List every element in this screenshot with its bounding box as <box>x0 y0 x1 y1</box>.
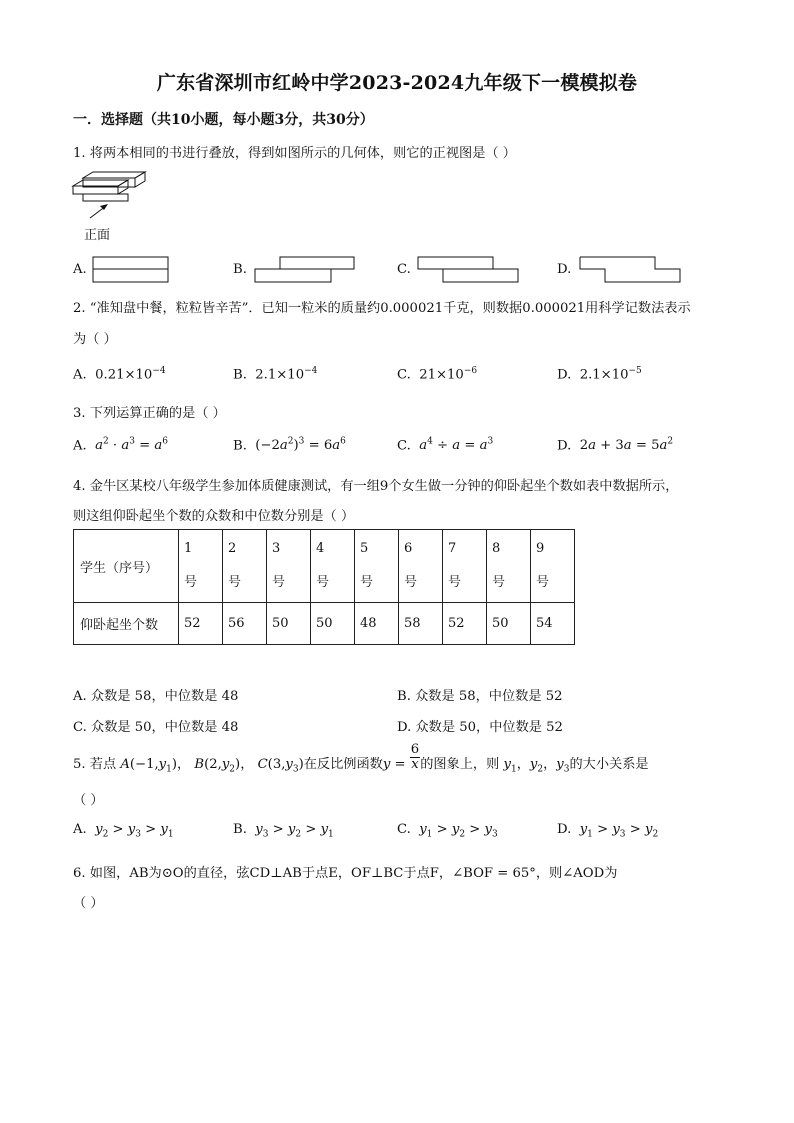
q3-option-a-label: A. <box>73 438 87 454</box>
q4-stem-line1: 4. 金牛区某校八年级学生参加体质健康测试，有一组9个女生做一分钟的仰卧起坐个数如表中数据所示， <box>73 479 679 494</box>
table-row <box>74 530 575 603</box>
q1-option-d-label: D. <box>557 262 572 277</box>
table-cell-value: 52 <box>179 603 223 645</box>
q2-option-c-label: C. <box>397 367 411 383</box>
table-cell-value: 56 <box>223 603 267 645</box>
q2-option-c-exponent: −6 <box>463 366 478 376</box>
q2-option-a <box>73 366 166 382</box>
section-heading: 一．选择题（共10小题，每小题3分，共30分） <box>73 112 374 128</box>
q5-option-b: B. $y_3 > y_2 > y_1$ <box>233 822 334 840</box>
table-cell-value: 48 <box>355 603 399 645</box>
q2-option-a-mantissa: 0.21×10 <box>95 367 153 383</box>
q3-option-d-label: D. <box>557 438 572 454</box>
q6-stem-line1: 6. 如图，AB为⊙O的直径，弦CD⊥AB于点E，OF⊥BC于点F，∠BOF = 65°，则∠AOD为 <box>73 866 618 881</box>
q3-option-c-label: C. <box>397 438 411 454</box>
q3-option-b-label: B. <box>233 438 247 454</box>
q2-option-d-exponent: −5 <box>628 366 642 376</box>
q1-option-c-figure <box>417 256 527 286</box>
table-cell-student-4: 4 号 <box>311 530 355 603</box>
q2-option-d <box>557 366 642 382</box>
q5-option-d-label: D. <box>557 822 572 837</box>
q5-prefix: 5. 若点 <box>73 757 117 772</box>
q2-option-b-label: B. <box>233 367 247 383</box>
table-row <box>74 603 575 645</box>
q1-stem: 1. 将两本相同的书进行叠放，得到如图所示的几何体，则它的正视图是（ ） <box>73 146 516 161</box>
q2-option-c <box>397 366 477 382</box>
q5-option-d: D. $y_1 > y_3 > y_2$ <box>557 822 659 840</box>
q5-option-a: A. $y_2 > y_3 > y_1$ <box>73 822 174 840</box>
q2-option-d-mantissa: 2.1×10 <box>579 367 629 383</box>
q1-option-b-figure <box>254 256 364 286</box>
q2-stem-line2: 为（ ） <box>73 332 117 347</box>
q1-option-a-label: A. <box>73 262 87 277</box>
table-cell-value: 50 <box>487 603 531 645</box>
q1-option-c-label: C. <box>397 262 411 277</box>
table-cell-student-9: 9 号 <box>531 530 575 603</box>
q4-option-c: C. 众数是 50，中位数是 48 <box>73 720 239 735</box>
q2-option-a-exponent: −4 <box>152 366 166 376</box>
q3-stem: 3. 下列运算正确的是（ ） <box>73 406 226 421</box>
table-cell-value: 50 <box>311 603 355 645</box>
q2-stem-line1: 2. “准知盘中餐，粒粒皆辛苦”．已知一粒米的质量约0.000021千克，则数据0.000021用科学记数法表示 <box>73 301 691 316</box>
table-cell-value: 50 <box>267 603 311 645</box>
q3-option-d: D. $2a + 3a = 5a^2$ <box>557 437 674 454</box>
q5-option-a-label: A. <box>73 822 87 837</box>
table-cell-student-7: 7 号 <box>443 530 487 603</box>
q4-stem-line2: 则这组仰卧起坐个数的众数和中位数分别是（ ） <box>73 509 355 524</box>
q4-option-b: B. 众数是 58，中位数是 52 <box>397 689 563 704</box>
table-cell-student-8: 8 号 <box>487 530 531 603</box>
table-header-student: 学生（序号） <box>74 530 179 603</box>
q2-option-b-exponent: −4 <box>304 366 318 376</box>
q3-option-b: B. $(-2a^2)^3 = 6a^6$ <box>233 437 346 454</box>
q2-option-b-mantissa: 2.1×10 <box>255 367 305 383</box>
q2-option-d-label: D. <box>557 367 572 383</box>
page-title: 广东省深圳市红岭中学2023-2024九年级下一模模拟卷 <box>156 72 638 94</box>
table-header-count: 仰卧起坐个数 <box>74 603 179 645</box>
table-cell-student-1: 1 号 <box>179 530 223 603</box>
table-cell-student-5: 5 号 <box>355 530 399 603</box>
table-cell-student-2: 2 号 <box>223 530 267 603</box>
q5-option-c-label: C. <box>397 822 411 837</box>
fraction-6-over-x: $\frac{6}{x}$ <box>410 742 420 772</box>
table-cell-value: 52 <box>443 603 487 645</box>
q2-option-c-mantissa: 21×10 <box>419 367 464 383</box>
table-cell-value: 54 <box>531 603 575 645</box>
q5-mid2: 的图象上，则 <box>420 757 500 772</box>
table-cell-value: 58 <box>399 603 443 645</box>
q4-option-a: A. 众数是 58，中位数是 48 <box>73 689 239 704</box>
q5-option-b-label: B. <box>233 822 247 837</box>
q2-option-b <box>233 366 317 382</box>
q1-option-b-label: B. <box>233 262 247 277</box>
q3-option-a: A. $a^2 \cdot a^3 = a^6$ <box>73 437 168 454</box>
q5-paren: （ ） <box>73 793 104 808</box>
q5-stem: 5. 若点 $A(-1,y_1)$， $B(2,y_2)$， $C(3,y_3)$在反比例函数y = $\frac{6}{x}$ 的图象上，则 $y_1$，$y_2$，$y_3$的大小关系是 <box>73 742 649 775</box>
front-view-label: 正面 <box>84 228 111 243</box>
q5-suffix: 的大小关系是 <box>569 757 649 772</box>
q4-option-d: D. 众数是 50，中位数是 52 <box>397 720 563 735</box>
q1-option-a-figure <box>92 256 172 286</box>
q1-option-d-figure <box>579 256 689 286</box>
q2-option-a-label: A. <box>73 367 87 383</box>
q5-mid1: 在反比例函数 <box>303 757 383 772</box>
q6-stem-line2: （ ） <box>73 896 104 911</box>
table-cell-student-3: 3 号 <box>267 530 311 603</box>
situp-table <box>73 529 575 645</box>
table-cell-student-6: 6 号 <box>399 530 443 603</box>
q3-option-c: C. $a^4 \div a = a^3$ <box>397 437 494 454</box>
q5-option-c: C. $y_1 > y_2 > y_3$ <box>397 822 498 840</box>
